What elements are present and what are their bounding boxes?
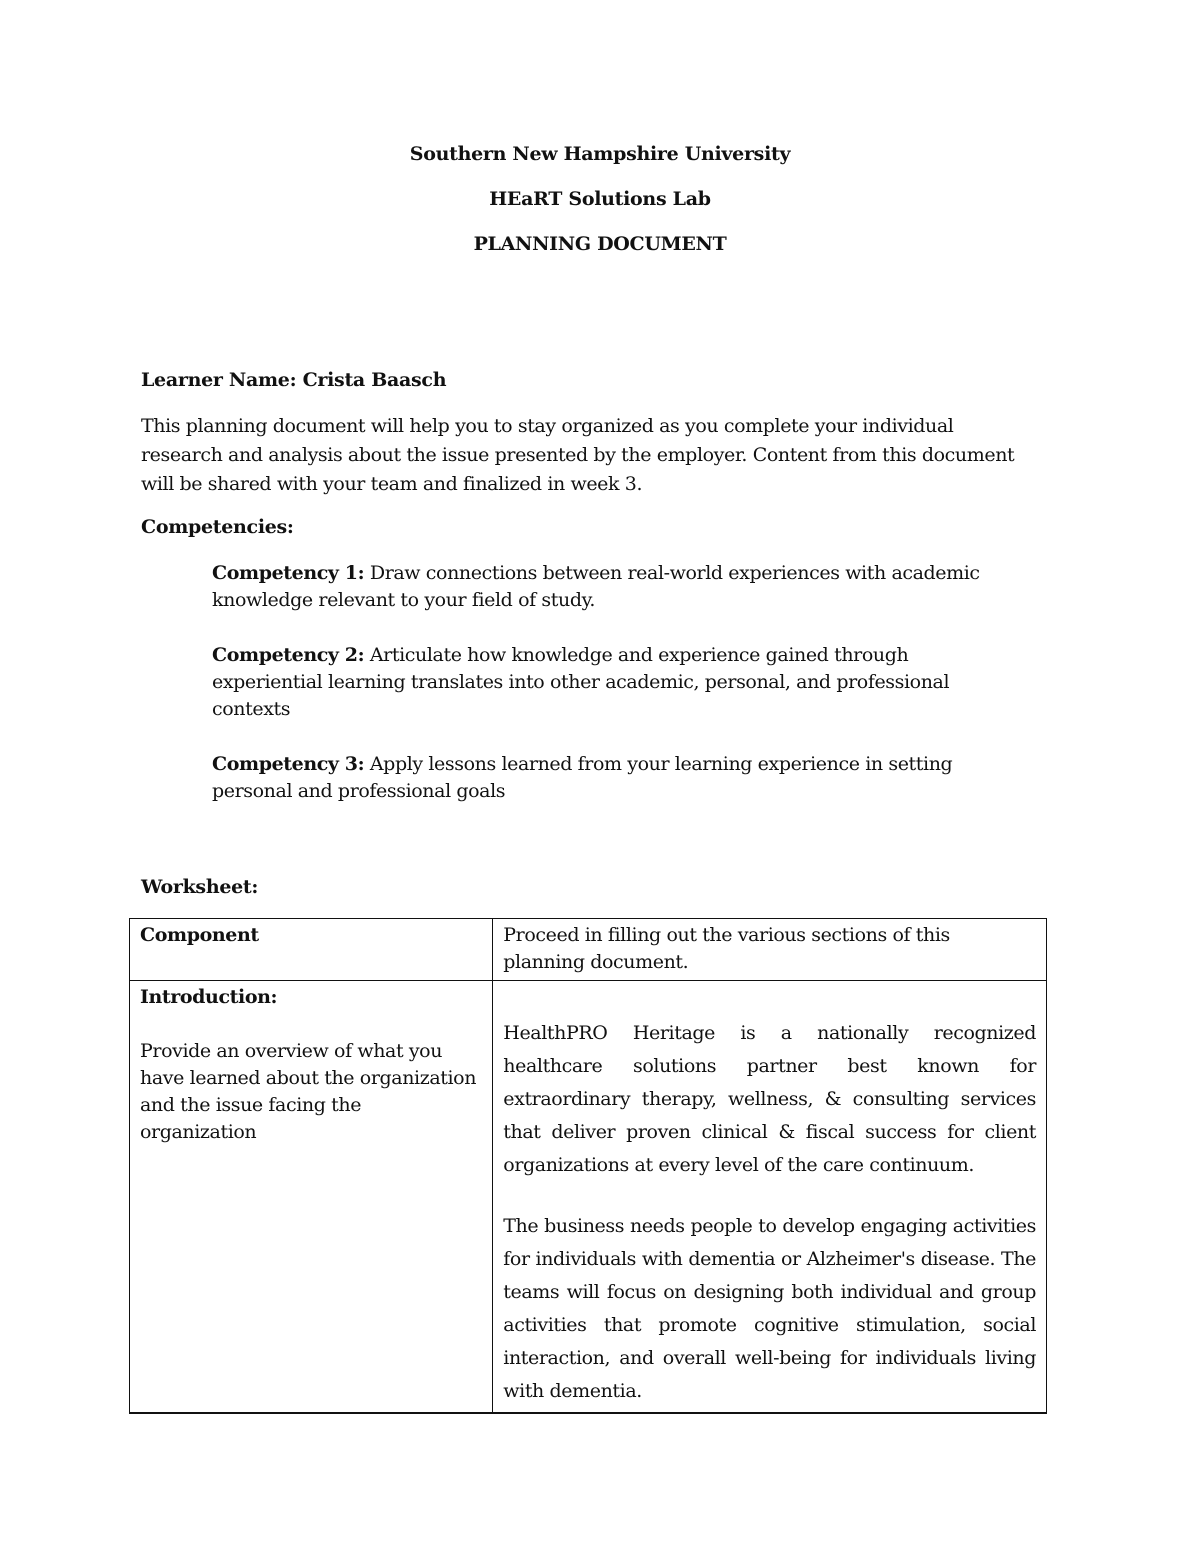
component-header-cell	[130, 919, 493, 981]
table-row	[130, 981, 1047, 1414]
document-type-title: PLANNING DOCUMENT	[473, 233, 727, 255]
university-title: Southern New Hampshire University	[409, 143, 791, 165]
lab-title: HEaRT Solutions Lab	[489, 188, 711, 210]
competencies-title: Competencies:	[141, 516, 294, 538]
component-cell	[130, 981, 493, 1414]
competency-item	[212, 560, 1012, 614]
table-header-row	[130, 919, 1047, 981]
competency-label: Competency 1:	[212, 562, 365, 584]
learner-line	[141, 369, 446, 391]
learner-label: Learner Name:	[141, 369, 297, 391]
response-cell	[493, 981, 1047, 1414]
instruction-header-cell	[493, 919, 1047, 981]
component-header: Component	[140, 924, 259, 946]
competency-item	[212, 751, 1012, 805]
response-paragraph: HealthPRO Heritage is a nationally recognized healthcare solutions partner best known for extraordinary therapy, wellness, & consulting services that deliver proven clinical & fiscal success for client organizations at every level of the care continuum.	[503, 1022, 1036, 1176]
competency-item	[212, 642, 1012, 723]
introduction-heading: Introduction:	[140, 986, 278, 1008]
competency-label: Competency 2:	[212, 644, 365, 666]
competency-text: Apply lessons learned from your learning experience in setting personal and professional goals	[212, 753, 953, 802]
learner-name: Crista Baasch	[302, 369, 447, 391]
introduction-prompt: Provide an overview of what you have learned about the organization and the issue facing the organization	[140, 1040, 477, 1143]
competency-text: Draw connections between real-world experiences with academic knowledge relevant to your field of study.	[212, 562, 980, 611]
competency-text: Articulate how knowledge and experience gained through experiential learning translates into other academic, personal, and professional contexts	[212, 644, 950, 720]
worksheet-table	[129, 918, 1047, 1414]
intro-paragraph: This planning document will help you to stay organized as you complete your individual research and analysis about the issue presented by the employer. Content from this document will be shared with your team and finalized in week 3.	[141, 415, 1015, 495]
instruction-text: Proceed in filling out the various sections of this planning document.	[503, 924, 950, 973]
competency-label: Competency 3:	[212, 753, 365, 775]
worksheet-title: Worksheet:	[141, 876, 259, 898]
response-paragraph: The business needs people to develop engaging activities for individuals with dementia or Alzheimer's disease. The teams will focus on designing both individual and group activities that promote cognitive stimulation, social interaction, and overall well-being for individuals living with dementia.	[503, 1215, 1036, 1402]
